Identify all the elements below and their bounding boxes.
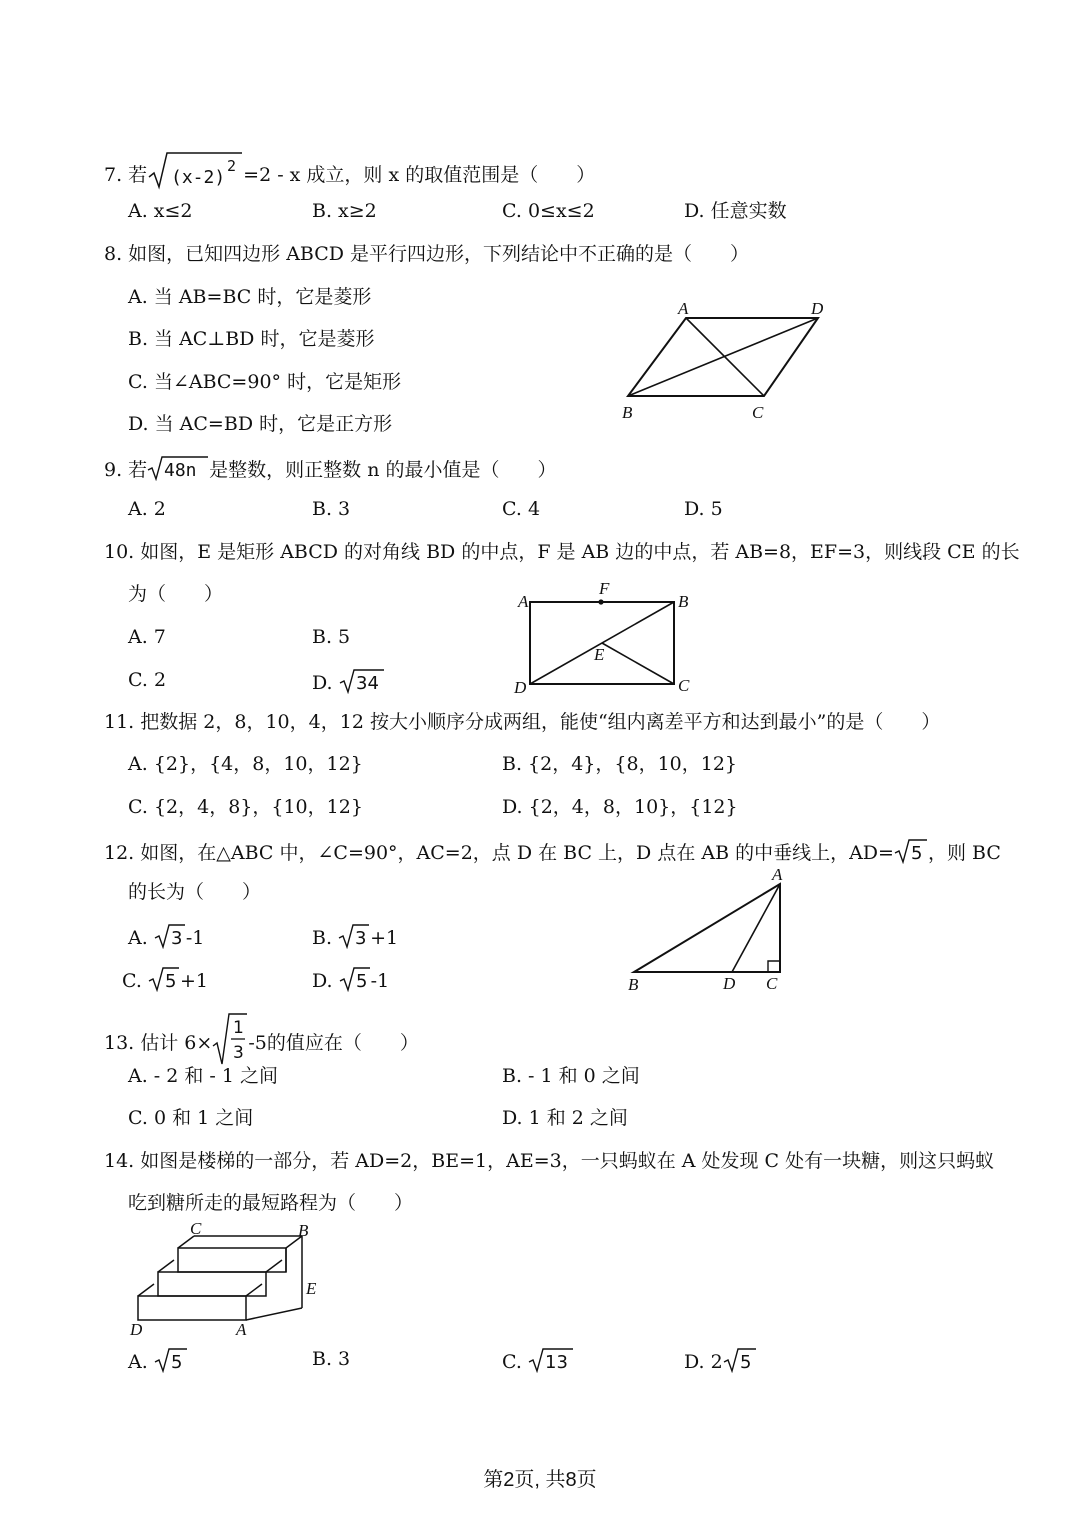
q14-option-a-radicand: 5 bbox=[170, 1352, 183, 1373]
q10-option-c: C. 2 bbox=[128, 669, 167, 691]
q9-option-a: A. 2 bbox=[128, 498, 166, 520]
q12-option-d-radical bbox=[339, 966, 371, 992]
q13-radical-fraction bbox=[212, 1012, 248, 1066]
q12-option-b-radical bbox=[338, 923, 370, 949]
q12-option-b-prefix: B. bbox=[312, 927, 333, 949]
q12-option-a-radicand: 3 bbox=[170, 928, 183, 949]
q10-option-d-radical bbox=[339, 668, 385, 694]
q12-label-d: D bbox=[723, 974, 736, 993]
q13-stem-pre: 13. 估计 6× bbox=[104, 1032, 213, 1054]
q12-option-a-prefix: A. bbox=[128, 927, 148, 949]
q12-option-a-radical bbox=[154, 923, 186, 949]
q8-option-b: B. 当 AC⊥BD 时，它是菱形 bbox=[128, 328, 375, 350]
q14-label-b: B bbox=[298, 1221, 309, 1240]
q8-label-c: C bbox=[752, 403, 764, 422]
q14-staircase-figure bbox=[120, 1219, 330, 1342]
q7-stem-pre: 7. 若 bbox=[104, 164, 148, 186]
q11-option-c: C. {2，4，8}，{10，12} bbox=[128, 796, 363, 818]
q12-option-a bbox=[128, 923, 204, 950]
q13-option-d: D. 1 和 2 之间 bbox=[502, 1107, 628, 1129]
q14-option-a-prefix: A. bbox=[128, 1351, 148, 1373]
q10-option-a: A. 7 bbox=[128, 626, 166, 648]
q8-option-d: D. 当 AC=BD 时，它是正方形 bbox=[128, 413, 393, 435]
q9-option-d: D. 5 bbox=[684, 498, 723, 520]
q14-option-c-prefix: C. bbox=[502, 1351, 522, 1373]
q11-option-d: D. {2，4，8，10}，{12} bbox=[502, 796, 738, 818]
q12-option-c-radicand: 5 bbox=[164, 971, 177, 992]
q12-option-b-radicand: 3 bbox=[355, 928, 367, 949]
q14-option-b: B. 3 bbox=[312, 1348, 351, 1370]
q12-label-c: C bbox=[766, 974, 778, 993]
q14-label-e: E bbox=[306, 1279, 317, 1298]
q12-stem-line1 bbox=[104, 838, 1001, 865]
q7-option-b: B. x≥2 bbox=[312, 200, 377, 222]
q10-option-d-prefix: D. bbox=[312, 672, 333, 694]
q7-exponent: 2 bbox=[227, 157, 237, 175]
page-footer: 第2页, 共8页 bbox=[483, 1469, 597, 1491]
q8-option-c: C. 当∠ABC=90° 时，它是矩形 bbox=[128, 371, 402, 393]
q8-stem: 8. 如图，已知四边形 ABCD 是平行四边形，下列结论中不正确的是（ ） bbox=[104, 243, 750, 265]
q13-frac-num: 1 bbox=[233, 1018, 245, 1038]
q12-option-c-radical bbox=[148, 966, 180, 992]
q12-option-d-suffix: -1 bbox=[370, 970, 390, 992]
q12-stem-radical bbox=[894, 838, 928, 864]
q12-option-b-suffix: +1 bbox=[370, 927, 399, 949]
q10-label-c: C bbox=[678, 676, 690, 695]
q11-stem: 11. 把数据 2，8，10，4，12 按大小顺序分成两组，能使“组内离差平方和达到最小”的是（ ） bbox=[104, 711, 941, 733]
q12-triangle-figure bbox=[620, 862, 800, 998]
q7-option-c: C. 0≤x≤2 bbox=[502, 200, 595, 222]
q7-option-a: A. x≤2 bbox=[128, 200, 193, 222]
q14-option-d-prefix: D. bbox=[684, 1351, 705, 1373]
q13-option-c: C. 0 和 1 之间 bbox=[128, 1107, 254, 1129]
q12-option-d-radicand: 5 bbox=[355, 971, 368, 992]
q8-label-a: A bbox=[678, 299, 689, 318]
q10-label-e: E bbox=[594, 645, 605, 664]
q9-stem bbox=[104, 455, 557, 482]
q7-stem bbox=[104, 149, 595, 193]
q12-stem-line2: 的长为（ ） bbox=[128, 881, 262, 903]
q9-radicand: 48n bbox=[164, 460, 197, 481]
q13-option-a: A. - 2 和 - 1 之间 bbox=[128, 1065, 279, 1087]
q10-label-b: B bbox=[678, 592, 689, 611]
q14-option-c-radicand: 13 bbox=[544, 1352, 568, 1373]
q14-stem-line1: 14. 如图是楼梯的一部分，若 AD=2，BE=1，AE=3，一只蚂蚁在 A 处发现 C 处有一块糖，则这只蚂蚁 bbox=[104, 1150, 995, 1172]
q8-label-b: B bbox=[622, 403, 633, 422]
q10-label-a: A bbox=[518, 592, 529, 611]
q11-option-a: A. {2}，{4，8，10，12} bbox=[128, 753, 363, 775]
q12-option-c bbox=[122, 966, 208, 993]
q13-frac-den: 3 bbox=[233, 1043, 245, 1063]
q14-option-d-coef: 2 bbox=[710, 1351, 723, 1373]
q10-rectangle-figure bbox=[510, 580, 700, 696]
q10-option-d-radicand: 34 bbox=[355, 673, 379, 694]
q12-stem-pre: 12. 如图，在△ABC 中，∠C=90°，AC=2，点 D 在 BC 上，D 点在 AB 的中垂线上，AD= bbox=[104, 842, 894, 864]
q8-parallelogram-figure bbox=[610, 296, 840, 426]
q14-label-a: A bbox=[236, 1320, 247, 1339]
q8-option-a: A. 当 AB=BC 时，它是菱形 bbox=[128, 286, 372, 308]
q10-option-b: B. 5 bbox=[312, 626, 351, 648]
q7-stem-post: =2 - x 成立，则 x 的取值范围是（ ） bbox=[243, 164, 596, 186]
q12-option-c-prefix: C. bbox=[122, 970, 142, 992]
q11-option-b: B. {2，4}，{8，10，12} bbox=[502, 753, 738, 775]
q14-label-d: D bbox=[130, 1320, 143, 1339]
q14-option-a-radical bbox=[154, 1347, 188, 1373]
q12-option-a-suffix: -1 bbox=[185, 927, 205, 949]
q14-option-c bbox=[502, 1347, 574, 1374]
q12-option-b bbox=[312, 923, 398, 950]
q14-option-d bbox=[684, 1347, 757, 1374]
q9-radical bbox=[147, 455, 209, 481]
q9-stem-pre: 9. 若 bbox=[104, 459, 148, 481]
q14-stem-line2: 吃到糖所走的最短路程为（ ） bbox=[128, 1192, 414, 1214]
q10-option-d bbox=[312, 668, 385, 695]
q12-option-c-suffix: +1 bbox=[179, 970, 208, 992]
q10-stem-line2: 为（ ） bbox=[128, 583, 224, 605]
q9-option-b: B. 3 bbox=[312, 498, 351, 520]
q7-radical bbox=[147, 149, 243, 193]
q13-stem bbox=[104, 1012, 419, 1066]
q10-label-d: D bbox=[514, 678, 527, 697]
q12-label-a: A bbox=[772, 865, 783, 884]
q14-option-d-radicand: 5 bbox=[739, 1352, 752, 1373]
q9-stem-post: 是整数，则正整数 n 的最小值是（ ） bbox=[209, 459, 557, 481]
q14-option-d-radical bbox=[723, 1347, 757, 1373]
q12-stem-radicand: 5 bbox=[910, 843, 923, 864]
q14-option-c-radical bbox=[528, 1347, 574, 1373]
q13-option-b: B. - 1 和 0 之间 bbox=[502, 1065, 640, 1087]
q14-option-a bbox=[128, 1347, 188, 1374]
q9-option-c: C. 4 bbox=[502, 498, 541, 520]
q10-label-f: F bbox=[599, 579, 610, 598]
q13-stem-post: -5的值应在（ ） bbox=[248, 1032, 419, 1054]
q12-option-d bbox=[312, 966, 389, 993]
q10-stem-line1: 10. 如图，E 是矩形 ABCD 的对角线 BD 的中点，F 是 AB 边的中点，若 AB=8，EF=3，则线段 CE 的长 bbox=[104, 541, 1020, 563]
q12-stem-post: ，则 BC bbox=[927, 842, 1001, 864]
q7-radicand: (x-2) bbox=[171, 167, 226, 188]
q12-label-b: B bbox=[628, 975, 639, 994]
q14-label-c: C bbox=[190, 1219, 202, 1238]
q8-label-d: D bbox=[811, 299, 824, 318]
q12-option-d-prefix: D. bbox=[312, 970, 333, 992]
q7-option-d: D. 任意实数 bbox=[684, 200, 787, 222]
